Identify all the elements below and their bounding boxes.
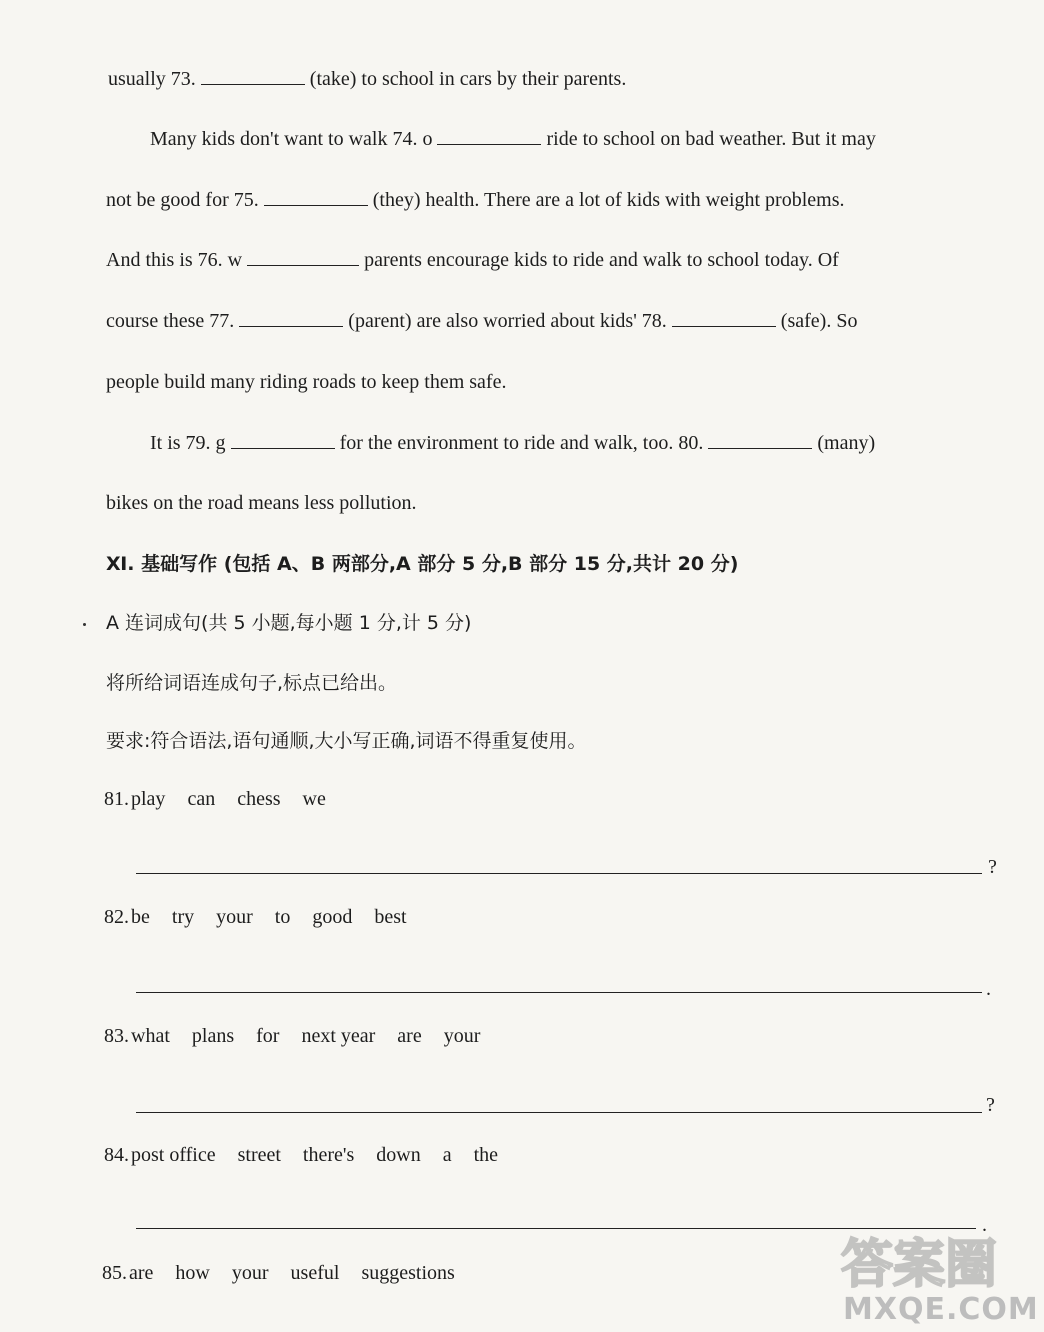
blank-80[interactable] — [708, 430, 812, 449]
passage-line-5: course these 77. (parent) are also worried about kids' 78. (safe). So — [106, 310, 858, 332]
question-82: 82. be try your to good best — [104, 906, 407, 928]
answer-punct-83: ? — [986, 1094, 995, 1116]
watermark-logo-text: 答案圈 — [841, 1235, 998, 1295]
section-title: Ⅺ. 基础写作 (包括 A、B 两部分,A 部分 5 分,B 部分 15 分,共计 20 分) — [106, 553, 739, 575]
passage-line-1: usually 73. (take) to school in cars by their parents. — [108, 68, 627, 90]
passage-line-4: And this is 76. w parents encourage kids to ride and walk to school today. Of — [106, 249, 839, 271]
blank-78[interactable] — [672, 308, 776, 327]
margin-dot — [83, 623, 86, 626]
blank-77[interactable] — [239, 308, 343, 327]
blank-74[interactable] — [437, 126, 541, 145]
blank-76[interactable] — [247, 247, 359, 266]
question-84: 84. post office street there's down a the — [104, 1144, 499, 1166]
answer-line-81[interactable] — [136, 873, 982, 874]
passage-line-3: not be good for 75. (they) health. There are a lot of kids with weight problems. — [106, 189, 845, 211]
question-83: 83. what plans for next year are your — [104, 1025, 481, 1047]
answer-punct-84: . — [982, 1214, 987, 1236]
answer-line-82[interactable] — [136, 992, 982, 993]
question-81: 81. play can chess we — [104, 788, 326, 810]
section-instruction: 将所给词语连成句子,标点已给出。 — [106, 672, 398, 694]
answer-punct-81: ? — [988, 856, 997, 878]
passage-line-8: bikes on the road means less pollution. — [106, 492, 417, 514]
blank-79[interactable] — [231, 430, 335, 449]
passage-line-6: people build many riding roads to keep them safe. — [106, 371, 507, 393]
passage-line-2: Many kids don't want to walk 74. o ride to school on bad weather. But it may — [150, 128, 876, 150]
blank-73[interactable] — [201, 66, 305, 85]
section-a-title: A 连词成句(共 5 小题,每小题 1 分,计 5 分) — [106, 612, 472, 634]
answer-line-83[interactable] — [136, 1112, 982, 1113]
section-requirement: 要求:符合语法,语句通顺,大小写正确,词语不得重复使用。 — [106, 730, 587, 752]
passage-line-7: It is 79. g for the environment to ride and walk, too. 80. (many) — [150, 432, 876, 454]
question-85: 85. are how your useful suggestions — [102, 1262, 455, 1284]
blank-75[interactable] — [264, 187, 368, 206]
answer-punct-82: . — [986, 978, 991, 1000]
watermark-text: MXQE.COM — [843, 1292, 1039, 1327]
